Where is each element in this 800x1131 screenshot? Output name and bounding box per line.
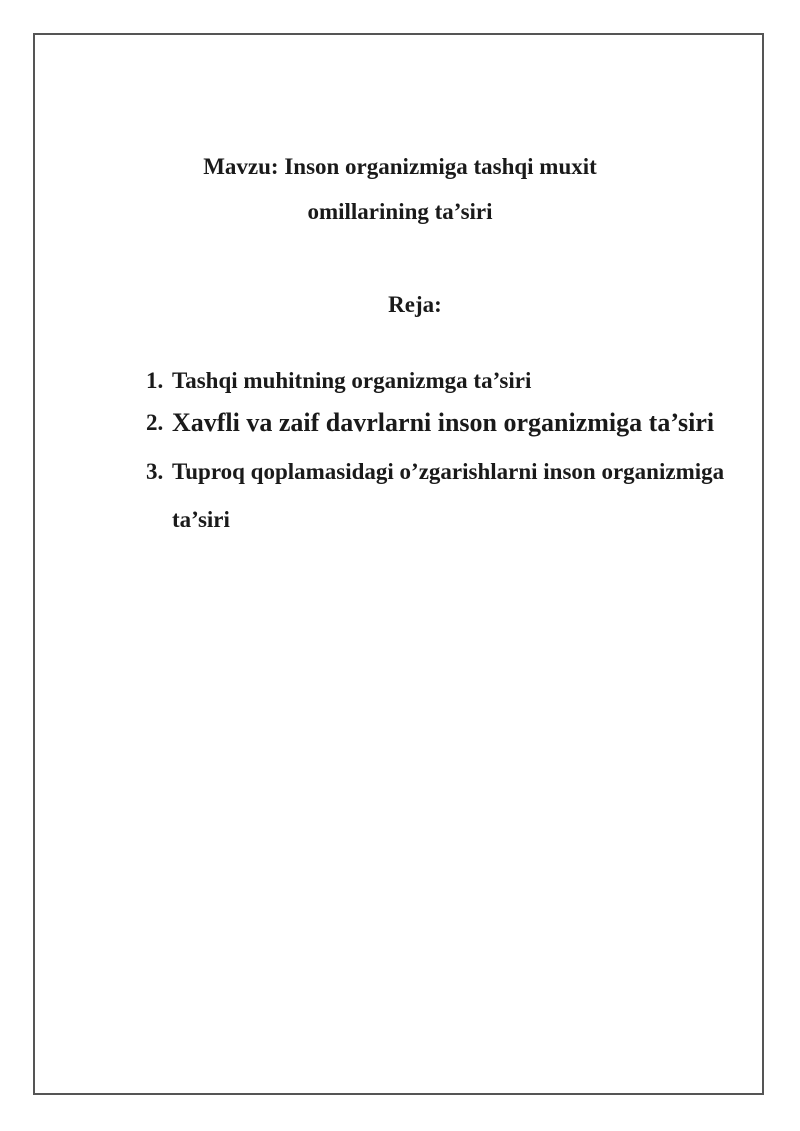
- document-title-line-1: Mavzu: Inson organizmiga tashqi muxit: [203, 154, 597, 179]
- plan-item-number: 2.: [146, 410, 164, 435]
- plan-item-text: Xavfli va zaif davrlarni inson organizmiga ta’siri: [172, 408, 715, 437]
- plan-item-text: Tuproq qoplamasidagi o’zgarishlarni inson organizmiga ta’siri: [172, 459, 725, 532]
- plan-item-3: [146, 448, 726, 544]
- document-title-line-2: omillarining ta’siri: [307, 199, 493, 224]
- plan-heading: Reja:: [388, 292, 442, 317]
- plan-item-2: [146, 398, 726, 448]
- plan-item-number: 1.: [146, 368, 164, 393]
- plan-item-1: [146, 364, 726, 398]
- page-border: [33, 33, 764, 1095]
- plan-item-number: 3.: [146, 459, 164, 484]
- plan-list: [146, 364, 726, 544]
- plan-item-text: Tashqi muhitning organizmga ta’siri: [172, 368, 532, 393]
